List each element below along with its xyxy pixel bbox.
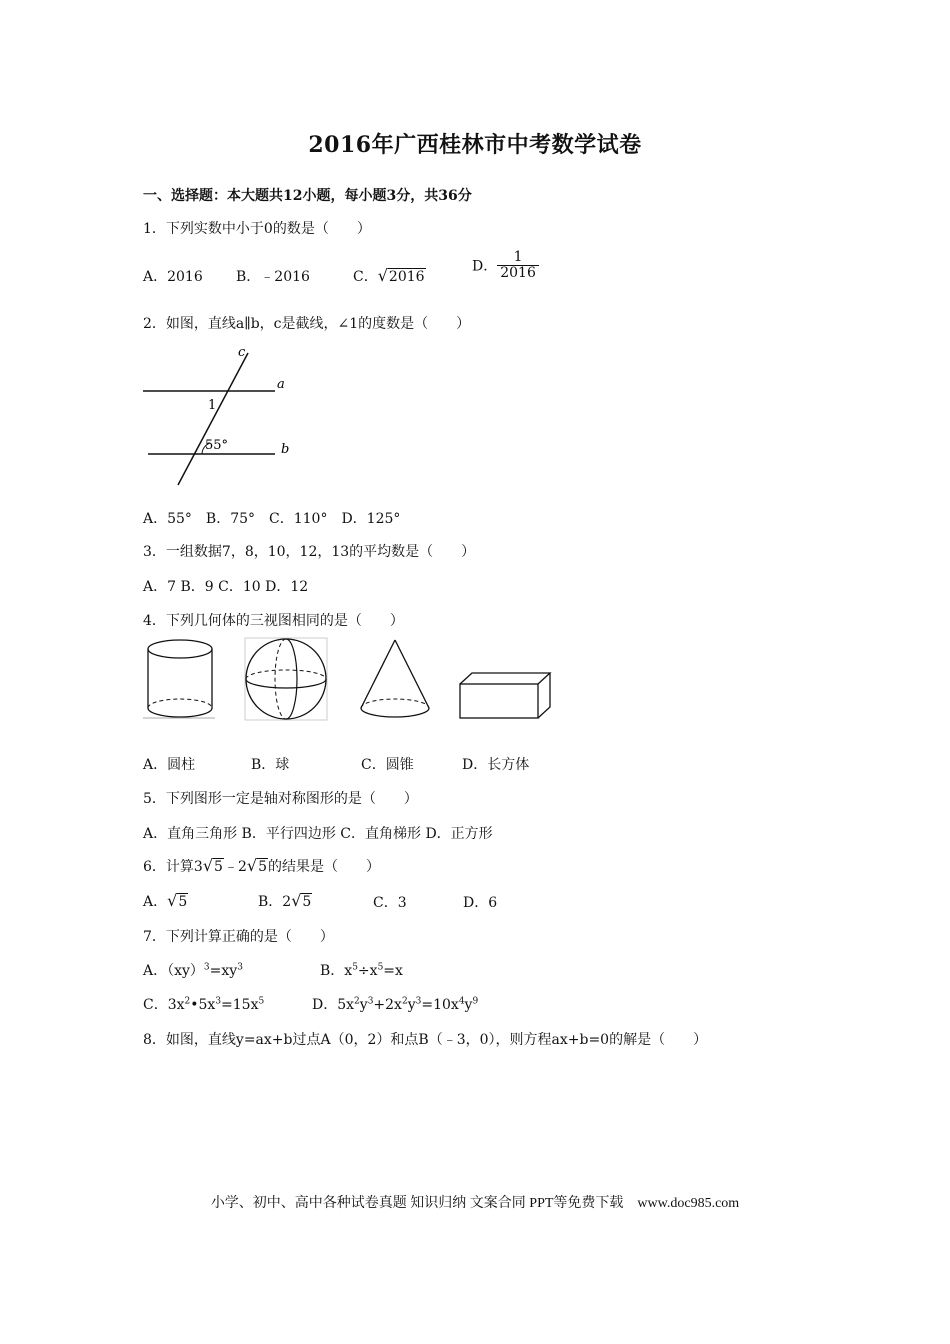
question-4-option-b: B．球 [251,757,290,773]
question-8-stem: 8．如图，直线y=ax+b过点A（0，2）和点B（﹣3，0），则方程ax+b=0的解是（ ） [143,1032,708,1048]
exponent: 5 [377,962,384,973]
question-2-stem: 2．如图，直线a∥b，c是截线，∠1的度数是（ ） [143,316,471,332]
question-4-option-c: C．圆锥 [361,757,414,773]
question-5-stem: 5．下列图形一定是轴对称图形的是（ ） [143,791,418,807]
sqrt-symbol: √ [291,891,302,910]
exponent: 3 [367,996,374,1007]
question-1-stem: 1．下列实数中小于0的数是（ ） [143,221,371,237]
text: D．5x [312,997,355,1013]
text: y [407,997,416,1013]
question-6-option-a [143,891,188,911]
exponent: 9 [472,996,479,1007]
label-a: a [277,377,285,392]
exponent: 5 [258,996,265,1007]
fraction [497,250,539,281]
cylinder-shape [143,640,215,718]
text: y [464,997,473,1013]
question-3-options: A．7 B．9 C．10 D．12 [143,579,309,595]
minus-two: ﹣2 [223,859,247,875]
question-7-option-d [312,994,478,1014]
line-c [178,353,248,485]
radicand: 5 [178,894,188,910]
text: A．（xy） [143,963,204,979]
text: C．3x [143,997,185,1013]
fraction-denominator: 2016 [497,265,539,281]
stem-prefix: 6．计算3 [143,859,203,875]
label-b: b [281,442,290,457]
question-4-option-a: A．圆柱 [143,757,196,773]
exponent: 4 [458,996,465,1007]
sqrt-symbol: √ [246,856,258,875]
question-6-option-c: C．3 [373,895,407,911]
text: •5x [190,997,216,1013]
option-d-label: D． [472,258,498,275]
exponent: 2 [184,996,191,1007]
sqrt-symbol: √ [377,266,388,285]
question-6-option-b [258,891,312,911]
exponent: 3 [415,996,422,1007]
radicand: 5 [302,894,312,910]
question-7-stem: 7．下列计算正确的是（ ） [143,929,334,945]
question-1-option-b: B．﹣2016 [236,269,310,285]
exponent: 3 [215,996,222,1007]
exponent: 2 [354,996,360,1007]
exponent: 5 [352,962,358,973]
text: ÷x [357,963,378,979]
sqrt-symbol: √ [167,891,178,910]
radicand: 2016 [388,269,425,285]
question-1-option-c [353,266,426,286]
cone-shape [361,640,429,717]
option-c-label: C． [353,269,378,285]
radicand: 5 [258,859,267,875]
solids-figure [140,636,560,726]
option-a-label: A． [143,894,168,910]
text: B．x [320,963,353,979]
text: =xy [209,963,238,979]
exponent: 3 [203,962,210,973]
label-c: c [238,345,246,360]
option-b-label: B．2 [258,894,292,910]
label-angle-55: 55° [205,438,229,453]
sqrt-symbol: √ [202,856,214,875]
sphere-shape [245,638,327,720]
exponent: 2 [401,996,408,1007]
stem-suffix: 的结果是（ ） [268,859,380,875]
label-angle-1: 1 [208,398,217,413]
question-3-stem: 3．一组数据7，8，10，12，13的平均数是（ ） [143,544,476,560]
question-7-option-a [143,960,243,980]
question-7-option-c [143,994,264,1014]
text: =15x [221,997,259,1013]
question-4-option-d: D．长方体 [462,757,530,773]
page-footer: 小学、初中、高中各种试卷真题 知识归纳 文案合同 PPT等免费下载 www.doc985.com [210,1196,740,1211]
radicand: 5 [214,859,223,875]
question-6-stem [143,856,380,876]
cuboid-shape [460,673,550,718]
question-4-stem: 4．下列几何体的三视图相同的是（ ） [143,613,404,629]
exponent: 3 [237,962,243,973]
text: y [359,997,368,1013]
fraction-numerator: 1 [513,249,523,265]
text: =x [383,963,403,979]
text: =10x [421,997,459,1013]
question-2-options: A．55° B．75° C．110° D．125° [143,511,401,527]
question-6-option-d: D．6 [463,895,498,911]
question-5-options: A．直角三角形 B．平行四边形 C．直角梯形 D．正方形 [143,826,493,842]
text: +2x [373,997,402,1013]
question-7-option-b [320,960,403,980]
page-title: 2016年广西桂林市中考数学试卷 [308,132,642,158]
parallel-lines-figure [140,343,295,488]
section-heading: 一、选择题：本大题共12小题，每小题3分，共36分 [143,188,472,204]
question-1-option-d [472,250,539,281]
question-1-option-a: A．2016 [143,269,203,285]
